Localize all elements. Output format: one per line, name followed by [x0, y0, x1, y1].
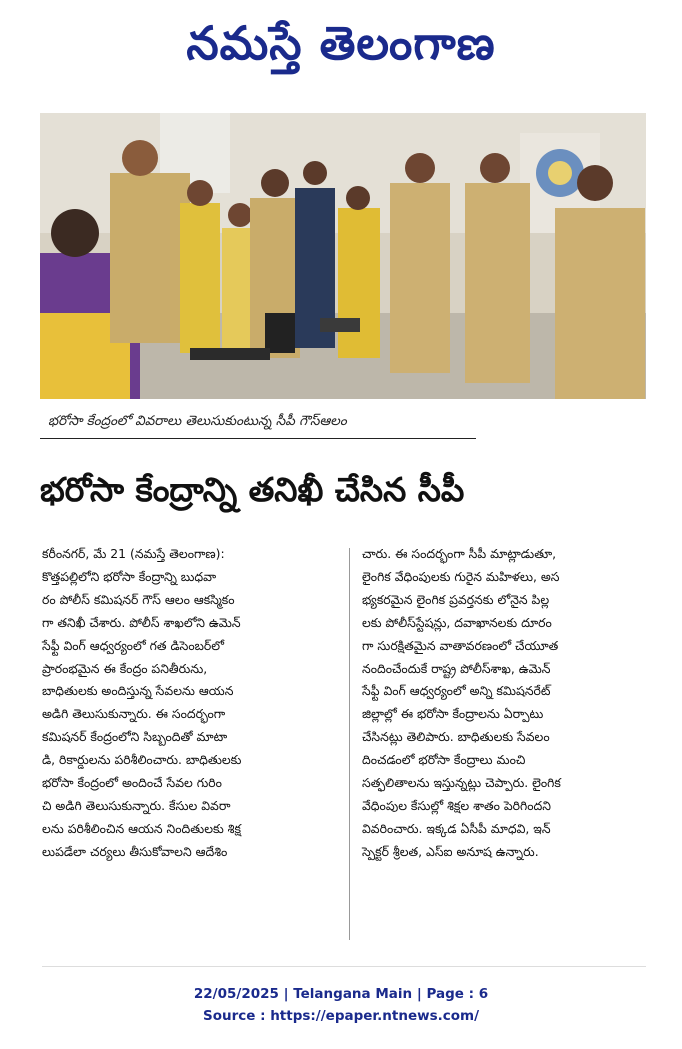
- body-line: చి అడిగి తెలుసుకున్నారు. కేసుల వివరా: [42, 797, 231, 813]
- body-line: బాధితులకు అందిస్తున్న సేవలను ఆయన: [42, 683, 234, 699]
- body-line: కరీంనగర్, మే 21 (నమస్తే తెలంగాణ):: [42, 546, 225, 561]
- body-line: భరోసా కేంద్రంలో అందించే సేవల గురిం: [42, 775, 222, 791]
- body-line: లను పరిశీలించిన ఆయన నిందితులకు శిక్ష: [42, 820, 241, 836]
- body-line: దించడంలో భరోసా కేంద్రాలు మంచి: [362, 752, 526, 768]
- body-line: జిల్లాల్లో ఈ భరోసా కేంద్రాలను ఏర్పాటు: [362, 706, 544, 722]
- body-line: లకు పోలీస్‌స్టేషన్లు, దవాఖానలకు దూరం: [362, 614, 552, 630]
- headline-text: భరోసా కేంద్రాన్ని తనిఖీ చేసిన సీపీ: [40, 470, 465, 509]
- body-line: వివరించారు. ఇక్కడ ఏసీపీ మాధవి, ఇన్: [362, 820, 551, 836]
- body-line: కొత్తపల్లిలోని భరోసా కేంద్రాన్ని బుధవా: [42, 568, 217, 584]
- body-line: భ్యకరమైన లైంగిక ప్రవర్తనకు లోనైన పిల్ల: [362, 591, 550, 607]
- body-line: చేసినట్లు తెలిపారు. బాధితులకు సేవలం: [362, 729, 550, 745]
- column-divider: [349, 548, 350, 940]
- article-column-right: [362, 543, 646, 943]
- body-line: సేఫ్టీ వింగ్ ఆధ్వర్యంలో అన్ని కమిషనరేట్: [362, 683, 551, 699]
- body-line: ప్రారంభమైన ఈ కేంద్రం పనితీరును,: [42, 660, 208, 676]
- footer-source-link[interactable]: Source : https://epaper.ntnews.com/: [202, 1008, 480, 1024]
- body-line: చారు. ఈ సందర్భంగా సీపీ మాట్లాడుతూ,: [362, 546, 557, 561]
- body-line: గా తనిఖీ చేశారు. పోలీస్ శాఖలోని ఉమెన్: [42, 614, 241, 630]
- body-line: కమిషనర్ కేంద్రంలోని సిబ్బందితో మాటా: [42, 729, 228, 745]
- page-fold-line: [42, 966, 646, 967]
- news-photo: [40, 113, 646, 399]
- article-column-left: [42, 543, 338, 943]
- article-headline: [40, 452, 646, 528]
- body-line: సత్ఫలితాలను ఇస్తున్నట్లు చెప్పారు. లైంగిక: [362, 775, 561, 791]
- footer-date-page: 22/05/2025 | Telangana Main | Page : 6: [193, 986, 489, 1002]
- body-line: లైంగిక వేధింపులకు గురైన మహిళలు, అస: [362, 568, 560, 584]
- body-line: స్పెక్టర్ శ్రీలత, ఎస్ఐ అనూష ఉన్నారు.: [362, 843, 539, 859]
- body-line: సేఫ్టీ వింగ్ ఆధ్వర్యంలో గత డిసెంబర్‌లో: [42, 637, 224, 653]
- photo-caption: [40, 404, 476, 439]
- body-line: వేధింపుల కేసుల్లో శిక్షల శాతం పెరిగిందని: [362, 797, 551, 813]
- footer: [0, 983, 682, 1027]
- body-line: డి, రికార్డులను పరిశీలించారు. బాధితులకు: [42, 752, 242, 768]
- masthead: [0, 8, 682, 78]
- masthead-title: నమస్తే తెలంగాణ: [186, 16, 496, 70]
- body-line: అడిగి తెలుసుకున్నారు. ఈ సందర్భంగా: [42, 706, 226, 722]
- photo-caption-text: భరోసా కేంద్రంలో వివరాలు తెలుసుకుంటున్న సీపీ గౌస్‌ఆలం: [48, 413, 347, 429]
- body-line: లుపడేలా చర్యలు తీసుకోవాలని ఆదేశిం: [42, 843, 228, 859]
- body-line: గా సురక్షితమైన వాతావరణంలో చేయూత: [362, 637, 559, 653]
- body-line: నందించేందుకే రాష్ట్ర పోలీస్‌శాఖ, ఉమెన్: [362, 660, 551, 676]
- body-line: రం పోలీస్ కమిషనర్ గౌస్ ఆలం ఆకస్మికం: [42, 591, 235, 607]
